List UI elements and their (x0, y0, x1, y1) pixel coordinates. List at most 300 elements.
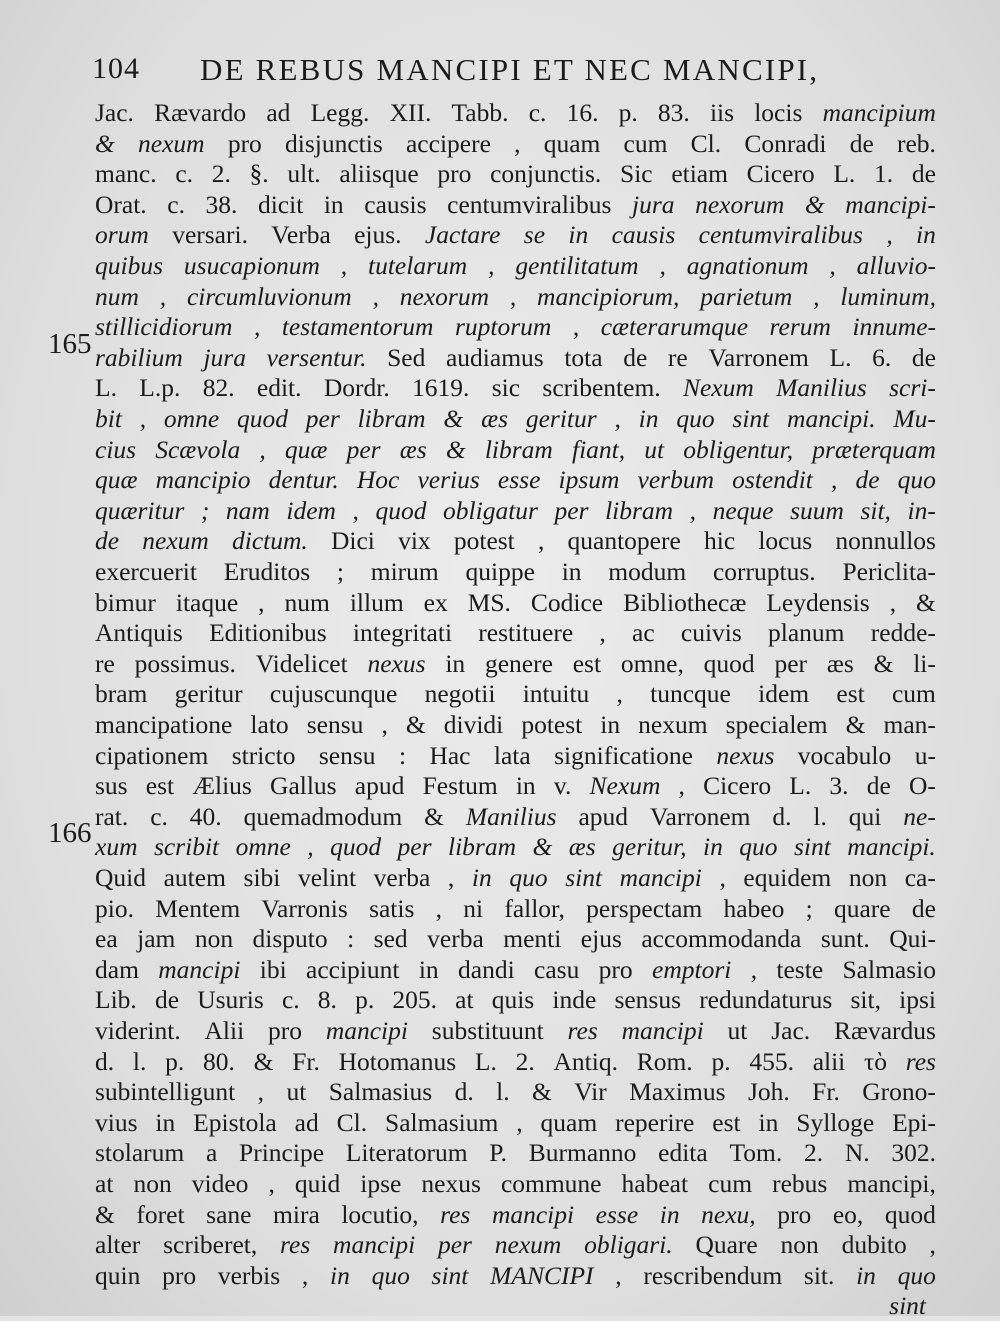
word: Legg. (310, 98, 370, 127)
word: 8. (317, 985, 337, 1015)
italic-word: & (445, 434, 466, 464)
word: ca- (904, 863, 936, 892)
text-line (95, 159, 936, 189)
word: Varronem (708, 342, 809, 372)
italic-word: sint (732, 404, 770, 433)
margin-section-number: 165 (48, 328, 92, 360)
word: , (268, 1169, 275, 1198)
word: Codice (530, 587, 604, 617)
italic-word: in (329, 1260, 350, 1290)
italic-word: de (855, 465, 880, 495)
text-line (95, 863, 936, 893)
italic-word: quod (236, 404, 288, 433)
word: Festum (422, 771, 498, 801)
word: : (347, 924, 355, 954)
italic-word: num (95, 281, 139, 311)
word: de (911, 342, 936, 372)
word: Fr. (292, 1046, 320, 1076)
word: & (916, 587, 936, 617)
italic-word: quo (371, 1260, 410, 1290)
word: Rom. (636, 1046, 693, 1076)
word: stolarum (95, 1138, 185, 1168)
word: Alii (204, 1016, 245, 1045)
word: u- (914, 740, 936, 770)
word: 3. (829, 771, 849, 801)
text-line (95, 404, 936, 434)
italic-word: in (856, 1260, 876, 1290)
word: , (435, 893, 443, 923)
italic-word: res (905, 1046, 936, 1076)
word: Varronem (649, 801, 751, 831)
italic-word: Hoc (356, 465, 400, 495)
word: in (561, 557, 582, 586)
word: , (889, 587, 897, 617)
word: ut (286, 1077, 307, 1107)
word: subintelligunt (95, 1077, 236, 1107)
word: , (301, 1260, 309, 1290)
word: ex (423, 587, 448, 617)
word: §. (249, 159, 269, 189)
word: sit, (850, 985, 881, 1015)
word: Burmanno (528, 1138, 637, 1168)
word: XII. (389, 98, 432, 127)
italic-word: centumviralibus (698, 220, 863, 250)
italic-word: , (509, 281, 517, 311)
italic-word: , (488, 251, 495, 280)
italic-word: æs (399, 434, 427, 464)
italic-word: geritur, (612, 832, 687, 862)
word: significatione (554, 740, 693, 770)
word: dam (95, 954, 139, 984)
word: perspectam (586, 893, 703, 923)
text-line (95, 894, 936, 924)
text-line (95, 496, 936, 526)
word: aliisque (339, 159, 419, 189)
word: locus (758, 526, 813, 556)
word: & (873, 648, 894, 678)
italic-word: , (689, 495, 697, 525)
italic-word: mancipi. (787, 404, 876, 433)
word: qui (848, 801, 882, 831)
word: , (516, 1107, 523, 1137)
word: quare (833, 893, 891, 923)
word: Rævardus (833, 1016, 936, 1045)
word: est (572, 648, 602, 678)
word: centumviralibus (447, 189, 612, 219)
italic-word: mancipi (325, 1016, 408, 1045)
italic-word: stillicidiorum (95, 312, 233, 342)
word: potest (521, 710, 583, 739)
word: , (257, 1077, 265, 1107)
italic-word: obligari. (584, 1230, 673, 1260)
word: Ælius (192, 771, 252, 801)
word: sic (491, 373, 521, 403)
word: ipse (360, 1169, 402, 1198)
italic-word: , (139, 404, 147, 433)
word: Qui- (889, 924, 936, 954)
word: cum (623, 128, 668, 158)
word: edita (658, 1138, 708, 1168)
word: Antiq. (553, 1046, 618, 1076)
word: & (405, 710, 426, 739)
italic-word: quæritur (95, 495, 185, 525)
italic-word: scri- (889, 373, 936, 403)
word: Antiquis (95, 618, 183, 648)
word: Tom. (729, 1138, 783, 1168)
word: bimur (95, 587, 156, 617)
word: O- (909, 771, 936, 801)
italic-word: sit, (860, 495, 891, 525)
word: est (712, 1107, 741, 1137)
word: geritur (174, 679, 243, 709)
word: scriberet, (163, 1230, 258, 1260)
italic-word: quo (739, 832, 778, 862)
word: , (750, 954, 758, 984)
word: manc. (95, 159, 157, 189)
italic-word: rabilium (95, 342, 183, 372)
text-line (95, 1047, 936, 1077)
word: Jac. (771, 1016, 811, 1045)
word: ut (727, 1016, 748, 1045)
word: specialem (725, 710, 828, 739)
italic-word: xum (95, 832, 138, 862)
italic-word: sint (793, 832, 831, 862)
word: menti (503, 924, 562, 954)
word: Mentem (155, 893, 241, 923)
word: sibi (243, 863, 281, 892)
word: substituunt (431, 1016, 544, 1045)
italic-word: quo (897, 465, 936, 495)
word: disputo (252, 924, 328, 954)
text-line (95, 771, 936, 801)
word: Epistola (193, 1107, 277, 1137)
word: equidem (743, 863, 832, 892)
italic-word: se (523, 220, 546, 250)
word: quemadmodum (243, 801, 403, 831)
word: cipationem (95, 740, 209, 770)
word: non (848, 863, 888, 892)
running-title: DE REBUS MANCIPI ET NEC MANCIPI, (200, 52, 820, 87)
word: Leydensis (766, 587, 870, 617)
word: video (191, 1169, 249, 1198)
italic-word: de (95, 526, 120, 556)
word: vix (398, 526, 431, 556)
italic-word: Nexum (682, 373, 754, 403)
word: mirum (370, 557, 439, 586)
text-line (95, 1169, 936, 1199)
word: bram (95, 679, 148, 709)
word: potest (453, 526, 515, 556)
italic-word: in- (907, 495, 936, 525)
italic-word: fiant, (572, 434, 626, 464)
word: Periclita- (842, 557, 936, 586)
text-line (95, 1200, 936, 1230)
word: , (537, 526, 545, 556)
word: Bibliothecæ (623, 587, 747, 617)
word: habeat (621, 1169, 689, 1198)
italic-word: mancipi (619, 863, 702, 892)
word: cuivis (680, 618, 742, 648)
text-line (95, 649, 936, 679)
word: Sic (620, 159, 653, 189)
word: non (133, 1169, 172, 1198)
italic-word: parietum (700, 281, 793, 311)
word: integritati (352, 618, 453, 648)
word: in (155, 1107, 176, 1137)
word: pro (437, 159, 472, 189)
word: ad (266, 98, 291, 127)
word: genere (484, 648, 553, 678)
text-line (95, 251, 936, 281)
word: a (205, 1138, 218, 1168)
word: ipsi (899, 985, 936, 1015)
word: ea (95, 924, 118, 954)
italic-word: Nexum (589, 771, 661, 801)
word: , (381, 710, 388, 739)
text-line (95, 282, 936, 312)
word: 2. (803, 1138, 824, 1168)
italic-word: , (307, 832, 314, 862)
italic-word: tutelarum (368, 251, 468, 280)
word: Principe (239, 1138, 325, 1168)
word: quantopere (567, 526, 681, 556)
word: nexum (638, 710, 708, 739)
text-line (95, 1077, 936, 1107)
word: Cl. (690, 128, 722, 158)
word: 16. (566, 98, 599, 127)
word: in (323, 189, 344, 219)
word: ; (336, 557, 344, 586)
italic-word: quæ (95, 465, 138, 495)
word: jam (137, 924, 176, 954)
word: d. (95, 1046, 115, 1076)
text-line (95, 832, 936, 862)
word: velint (297, 863, 357, 892)
word: P. (489, 1138, 508, 1168)
word: de (154, 985, 180, 1015)
word: sensu (318, 740, 376, 770)
word: L. (833, 159, 856, 189)
word: dicit (257, 189, 304, 219)
italic-word: in (471, 863, 492, 892)
word: ac (632, 618, 655, 648)
word: versari. (172, 220, 248, 250)
word: MS. (467, 587, 511, 617)
italic-word: mancipi (621, 1016, 704, 1045)
word: , (678, 771, 685, 801)
italic-word: mancipiorum, (537, 281, 680, 311)
word: verba (427, 924, 484, 954)
text-line (95, 1108, 936, 1138)
word: 6. (872, 342, 892, 372)
word: mancipatione (95, 710, 233, 739)
word: in (600, 710, 621, 739)
text-line (95, 741, 936, 771)
word: de (849, 128, 874, 158)
text-line (95, 679, 936, 709)
word: Orat. (95, 189, 147, 219)
italic-word: sint (431, 1260, 469, 1290)
word: quippe (465, 557, 535, 586)
text-line (95, 588, 936, 618)
italic-word: Manilius (776, 373, 867, 403)
word: ejus (580, 924, 622, 954)
word: restituere (478, 618, 574, 648)
italic-word: ut (644, 434, 665, 464)
italic-word: nexus (716, 740, 775, 770)
word: , (929, 1230, 936, 1260)
word: disjunctis (285, 128, 383, 158)
word: c. (528, 98, 547, 127)
italic-word: obligatur (443, 495, 538, 525)
italic-word: cæterarumque (600, 312, 749, 342)
italic-word: nam (225, 495, 270, 525)
italic-word: cius (95, 434, 137, 464)
text-line (95, 190, 936, 220)
word: habeo (723, 893, 785, 923)
italic-word: circumluvionum (186, 281, 352, 311)
word: de (623, 342, 648, 372)
word: non (194, 924, 234, 954)
text-line (95, 1291, 936, 1321)
italic-word: , (259, 434, 266, 464)
word: Jac. (95, 98, 134, 127)
word: ejus. (354, 220, 402, 250)
word: corruptus. (712, 557, 816, 586)
italic-word: , (829, 251, 836, 280)
word: quod (703, 648, 755, 678)
word: sensu (306, 710, 364, 739)
text-line (95, 343, 936, 373)
italic-word: , (659, 251, 666, 280)
word: sit. (803, 1260, 835, 1290)
italic-word: jura (203, 342, 246, 372)
word: accipere (405, 128, 491, 158)
text-line (95, 1016, 936, 1046)
word: iis (709, 98, 735, 127)
italic-word: mancipio (155, 465, 251, 495)
italic-word: nexum (138, 128, 205, 158)
italic-word: nexorum (399, 281, 489, 311)
italic-word: æs (568, 832, 596, 862)
word: τὸ (864, 1046, 888, 1076)
word: inde (552, 985, 597, 1015)
word: exercuerit (95, 557, 197, 586)
word: N. (844, 1138, 870, 1168)
italic-word: , (372, 281, 379, 311)
word: Videlicet (255, 648, 348, 678)
word: quid (294, 1169, 341, 1198)
word: Maximus (629, 1077, 726, 1107)
word: L. (829, 342, 852, 372)
italic-word: esse (497, 465, 541, 495)
word: Fr. (812, 1077, 840, 1107)
word: foret (136, 1199, 185, 1229)
word: , (514, 128, 521, 158)
text-line (95, 129, 936, 159)
word: Hotomanus (338, 1046, 457, 1076)
word: Dici (330, 526, 375, 556)
word: vocabulo (797, 740, 892, 770)
word: man- (883, 710, 936, 739)
word: casu (534, 954, 580, 984)
word: 80. (202, 1046, 235, 1076)
word: 40. (189, 801, 222, 831)
word: pro (268, 1016, 302, 1045)
word: etiam (671, 159, 728, 189)
word: quis (491, 985, 535, 1015)
italic-word: mancipi- (845, 189, 936, 219)
word: 2. (211, 159, 231, 189)
word: per (774, 648, 808, 678)
italic-word: jura (632, 189, 675, 219)
italic-word: agnationum (686, 251, 809, 280)
italic-word: ipsum (558, 465, 620, 495)
word: 205. (392, 985, 437, 1015)
word: rebus (772, 1169, 828, 1198)
italic-word: res (440, 1199, 471, 1229)
word: nexus (421, 1169, 481, 1198)
word: locis (754, 98, 803, 127)
word: ad (294, 1107, 319, 1137)
word: edit. (256, 373, 302, 403)
text-line (95, 1230, 936, 1260)
word: omne, (620, 648, 684, 678)
italic-word: nexorum (695, 189, 785, 219)
text-line (95, 435, 936, 465)
word: de (911, 893, 936, 923)
italic-word: per (554, 495, 589, 525)
word: L.p. (139, 373, 181, 403)
italic-word: per (305, 404, 340, 433)
word: Usuris (197, 985, 264, 1015)
word: nonnullos (835, 526, 936, 556)
word: alter (95, 1230, 141, 1260)
word: Editionibus (209, 618, 327, 648)
word: : (398, 740, 407, 770)
word: redundaturus (699, 985, 833, 1015)
italic-word: quo (676, 404, 715, 433)
word: negotii (424, 679, 496, 709)
word: 82. (202, 373, 235, 403)
italic-word: obligentur, (683, 434, 794, 464)
word: ibi (259, 954, 287, 984)
italic-word: dictum. (232, 526, 308, 556)
word: pro (598, 954, 633, 984)
word: sed (373, 924, 408, 954)
italic-word: usucapionum (183, 251, 320, 280)
italic-word: Jactare (424, 220, 501, 250)
word: in (418, 954, 439, 984)
word: pro (777, 1199, 812, 1229)
word: re (667, 342, 688, 372)
word: Vir (574, 1077, 607, 1107)
word: in (445, 648, 466, 678)
italic-word: MANCIPI (490, 1260, 594, 1290)
word: d. (454, 1077, 474, 1107)
word: locutio, (341, 1199, 419, 1229)
word: quam (540, 1107, 598, 1137)
italic-word: idem (286, 495, 336, 525)
word: accommodanda (641, 924, 802, 954)
word: d. (772, 801, 792, 831)
italic-word: esse (595, 1199, 639, 1229)
word: , (719, 863, 726, 892)
word: 2. (515, 1046, 535, 1076)
word: pio. (95, 893, 134, 923)
word: Verba (271, 220, 331, 250)
word: l. (813, 801, 827, 831)
